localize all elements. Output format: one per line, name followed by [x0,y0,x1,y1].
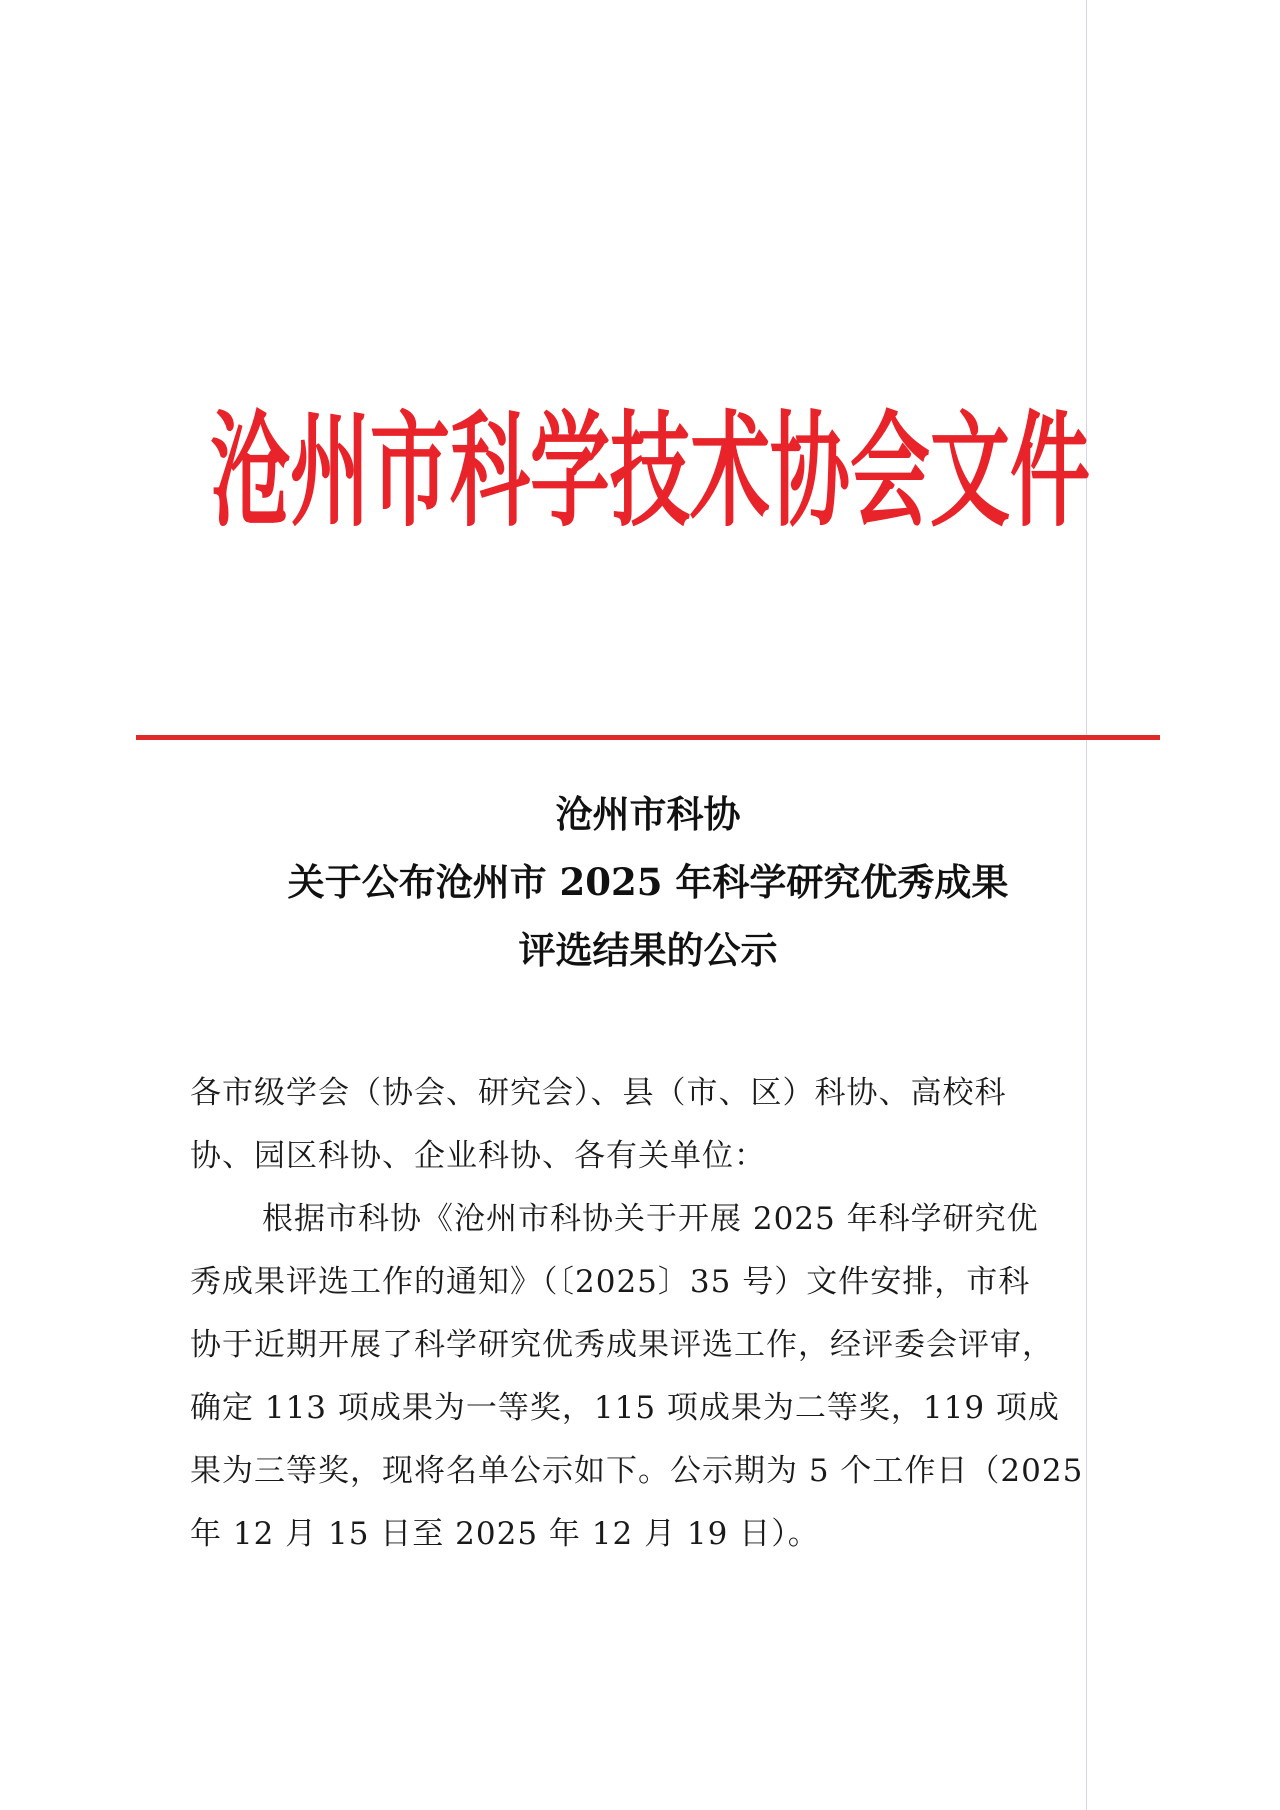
notice-title-line-3: 评选结果的公示 [518,928,778,972]
red-divider-rule [136,735,1160,740]
notice-body [190,1062,1110,1566]
masthead-title: 沧州市科学技术协会文件 [210,398,1090,543]
paragraph-line-5: 果为三等奖，现将名单公示如下。公示期为 5 个工作日（2025 [190,1453,1084,1489]
paragraph-line-3: 协于近期开展了科学研究优秀成果评选工作，经评委会评审， [190,1327,1054,1363]
notice-title-line-1: 沧州市科协 [555,792,741,836]
paragraph-line-2: 秀成果评选工作的通知》（〔2025〕35 号）文件安排，市科 [190,1264,1031,1300]
salutation-line-1: 各市级学会（协会、研究会）、县（市、区）科协、高校科 [190,1075,1007,1111]
salutation-line-2: 协、园区科协、企业科协、各有关单位： [190,1138,766,1174]
notice-title-line-2: 关于公布沧州市 2025 年科学研究优秀成果 [287,860,1009,904]
paragraph-line-4: 确定 113 项成果为一等奖，115 项成果为二等奖，119 项成 [190,1390,1060,1426]
notice-title [136,780,1160,984]
paragraph-line-1: 根据市科协《沧州市科协关于开展 2025 年科学研究优 [262,1201,1039,1237]
paragraph-line-6: 年 12 月 15 日至 2025 年 12 月 19 日）。 [190,1516,820,1552]
masthead [200,375,1100,545]
